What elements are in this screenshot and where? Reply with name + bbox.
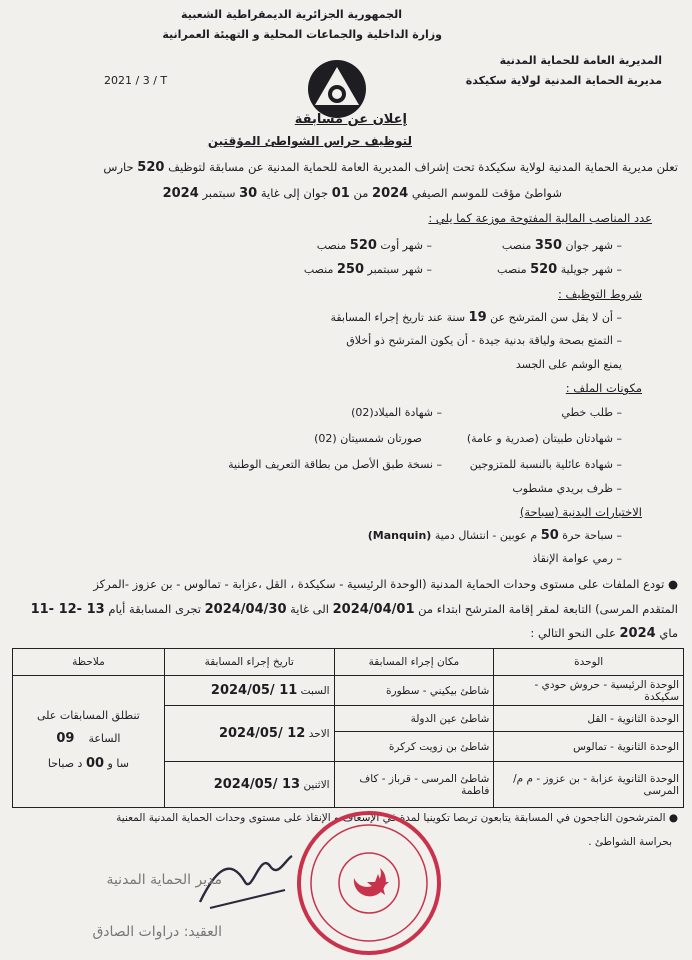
condition-health: – التمتع بصحة ولياقة بدنية جيدة - أن يكون المترشح ذو أخلاق xyxy=(346,334,622,347)
signatory-name: العقيد: دراوات الصادق xyxy=(92,924,222,940)
test-swim-text: سباحة حرة xyxy=(562,529,613,542)
note-line-3 xyxy=(17,752,160,777)
note-minutes: 00 xyxy=(85,755,105,771)
condition-health-text: التمتع بصحة ولياقة بدنية جيدة - أن يكون المترشح ذو أخلاق xyxy=(346,334,613,347)
file-item-medical: – شهادتان طبيتان (صدرية و عامة) xyxy=(466,432,622,445)
test-buoy-text: رمي عوامة الإنقاذ xyxy=(532,552,613,565)
cell-unit: الوحدة الثانوية - القل xyxy=(494,706,684,732)
intro-line-1 xyxy=(103,160,678,176)
cell-date-value: 2024/05/ 12 xyxy=(218,726,306,741)
post-count: 520 xyxy=(530,262,558,277)
header-unit: الوحدة xyxy=(494,649,684,676)
cell-note xyxy=(13,676,165,808)
file-item-family-cert: – شهادة عائلية بالنسبة للمتزوجين xyxy=(469,458,622,471)
deposit-line-3 xyxy=(530,626,678,642)
deposit-text: تودع الملفات على مستوى وحدات الحماية المدنية (الوحدة الرئيسية - سكيكدة ، القل ،عزابة - تمالوس - بن عزوز -المركز xyxy=(93,577,665,591)
deposit-text-2: المتقدم المرسى) التابعة لمقر إقامة المترشح ابتداء من xyxy=(418,602,678,616)
file-item-envelope: – ظرف بريدي مشطوب xyxy=(512,482,622,495)
cell-date-value: 2024/05/ 13 xyxy=(213,777,301,792)
signatory-title: مدير الحماية المدنية xyxy=(106,872,222,888)
intro-from: من xyxy=(353,186,369,200)
tests-heading: الاختبارات البدنية (سباحة) xyxy=(519,505,642,519)
deposit-date-from: 2024/04/01 xyxy=(332,602,415,617)
file-item-text: طلب خطي xyxy=(561,406,613,419)
file-item-photos xyxy=(314,432,422,445)
intro-season: شواطئ مؤقت للموسم الصيفي xyxy=(411,186,562,200)
cell-unit: الوحدة الثانوية - تمالوس xyxy=(494,732,684,762)
intro-until: جوان إلى غاية xyxy=(260,186,329,200)
ministry-heading: وزارة الداخلية والجماعات المحلية و التهيئة العمرانية xyxy=(162,28,442,41)
civil-protection-emblem-icon xyxy=(306,58,368,120)
note-hour: 09 xyxy=(56,731,75,747)
post-label: شهر سبتمبر xyxy=(367,263,423,276)
post-item-september: – شهر سبتمبر 250 منصب xyxy=(303,262,432,277)
condition-age-text: أن لا يقل سن المترشح عن xyxy=(490,311,613,324)
schedule-table xyxy=(12,648,684,808)
post-unit: منصب xyxy=(497,263,527,276)
file-item-text: شهادتان طبيتان (صدرية و عامة) xyxy=(466,432,613,445)
republic-heading: الجمهورية الجزائرية الديمقراطية الشعبية xyxy=(181,8,402,21)
intro-month: سبتمبر xyxy=(202,186,236,200)
date-stamp: 2021 / 3 / T xyxy=(104,74,168,87)
announcement-title: إعلان عن مسابقة xyxy=(294,112,407,127)
deposit-exam-days: 11- 12- 13 xyxy=(30,602,105,617)
announcement-subtitle: لتوظيف حراس الشواطئ المؤقتين xyxy=(207,134,412,148)
cell-date xyxy=(164,762,334,808)
cell-place: شاطئ عين الدولة xyxy=(334,706,494,732)
post-item-july: – شهر جويلية 520 منصب xyxy=(497,262,622,277)
deposit-line-1: ● تودع الملفات على مستوى وحدات الحماية المدنية (الوحدة الرئيسية - سكيكدة ، القل ،عزابة - تمالوس - بن عزوز -المركز xyxy=(93,577,678,591)
cell-day: الاحد xyxy=(308,728,330,740)
intro-day-1: 01 xyxy=(331,186,350,201)
post-count: 350 xyxy=(534,238,563,253)
intro-guard-word: حارس xyxy=(103,160,134,174)
deposit-exam-days-label: تجرى المسابقة أيام xyxy=(108,602,201,616)
deposit-year: 2024 xyxy=(619,626,656,641)
condition-age: – أن لا يقل سن المترشح عن 19 سنة عند تاريخ إجراء المسابقة xyxy=(330,310,622,325)
official-stamp-icon xyxy=(294,808,444,958)
post-unit: منصب xyxy=(316,239,347,252)
test-swimming: – سباحة حرة 50 م عوبين - انتشال دمية (Manquin) xyxy=(367,528,622,543)
condition-tattoo: يمنع الوشم على الجسد xyxy=(515,358,622,371)
intro-year: 2024 xyxy=(372,186,409,201)
header-note: ملاحظة xyxy=(13,649,165,676)
post-item-june: – شهر جوان 350 منصب xyxy=(501,238,622,253)
post-label: شهر جويلية xyxy=(560,263,613,276)
cell-unit: الوحدة الرئيسية - حروش حودي - سكيكدة xyxy=(494,676,684,706)
deposit-line-2 xyxy=(31,602,678,618)
condition-age-post: سنة عند تاريخ إجراء المسابقة xyxy=(330,311,466,324)
intro-line-2 xyxy=(163,186,562,202)
post-item-august: – شهر أوت 520 منصب xyxy=(316,238,432,253)
cell-date-value: 2024/05/ 11 xyxy=(210,683,298,698)
header-date: تاريخ إجراء المسابقة xyxy=(164,649,334,676)
post-label: شهر أوت xyxy=(380,239,423,252)
table-row xyxy=(13,676,684,706)
deposit-until: الى غاية xyxy=(290,602,329,616)
directorate-local: مديرية الحماية المدنية لولاية سكيكدة xyxy=(465,74,662,87)
condition-age-number: 19 xyxy=(468,310,487,325)
file-item-text: نسخة طبق الأصل من بطاقة التعريف الوطنية xyxy=(228,458,433,471)
table-header-row xyxy=(13,649,684,676)
test-manikin: (Manquin) xyxy=(367,529,432,542)
cell-day: السبت xyxy=(300,685,330,697)
deposit-date-to: 2024/04/30 xyxy=(204,602,287,617)
intro-guards-count: 520 xyxy=(137,160,165,175)
intro-year-2: 2024 xyxy=(162,186,199,201)
cell-date xyxy=(164,706,334,762)
test-buoy: – رمي عوامة الإنقاذ xyxy=(532,552,622,565)
footer-note-line-2: بحراسة الشواطئ . xyxy=(588,836,672,848)
cell-unit: الوحدة الثانوية عزابة - بن عزوز - م م/المرسى xyxy=(494,762,684,808)
note-hour-label: الساعة xyxy=(88,732,121,746)
conditions-heading: شروط التوظيف : xyxy=(558,287,642,301)
file-item-text: شهادة عائلية بالنسبة للمتزوجين xyxy=(469,458,613,471)
intro-day-2: 30 xyxy=(239,186,258,201)
footer-note-text: المترشحون الناجحون في المسابقة يتابعون تربصا تكوينيا لمدة في الإسعاف و الإنقاذ على مستوى وحدات الحماية المدنية المعنية xyxy=(116,812,666,824)
directorate-general: المديرية العامة للحماية المدنية xyxy=(499,54,662,67)
intro-text: تعلن مديرية الحماية المدنية لولاية سكيكدة تحت إشراف المديرية العامة للحماية المدنية عن مسابقة لتوظيف xyxy=(168,160,678,174)
deposit-as-follows: على النحو التالي : xyxy=(530,626,616,640)
note-line-1: تنطلق المسابقات على xyxy=(36,709,140,723)
post-count: 520 xyxy=(349,238,377,253)
cell-place: شاطئ المرسى - قرباز - كاف فاطمة xyxy=(334,762,494,808)
file-heading: مكونات الملف : xyxy=(565,381,642,395)
footer-note-line-1: ● المترشحون الناجحون في المسابقة يتابعون تربصا تكوينيا لمدة في الإسعاف و الإنقاذ على مستوى وحدات الحماية المدنية المعنية xyxy=(116,812,678,824)
test-swim-distance: 50 xyxy=(540,528,559,543)
file-item-request: – طلب خطي xyxy=(561,406,622,419)
note-and: سا و xyxy=(107,756,129,770)
deposit-month: ماي xyxy=(659,626,678,640)
file-item-birth-cert: – شهادة الميلاد(02) xyxy=(351,406,442,419)
note-morning: د صباحا xyxy=(47,756,83,770)
header-place: مكان إجراء المسابقة xyxy=(334,649,494,676)
posts-heading: عدد المناصب المالية المفتوحة موزعة كما يلي : xyxy=(428,211,652,225)
file-item-text: صورتان شمسيتان (02) xyxy=(314,432,422,445)
post-label: شهر جوان xyxy=(565,239,613,252)
note-line-2 xyxy=(17,727,160,752)
cell-place: شاطئ بيكيني - سطورة xyxy=(334,676,494,706)
post-count: 250 xyxy=(336,262,365,277)
test-swim-mid: م عوبين - انتشال دمية xyxy=(434,529,538,542)
post-unit: منصب xyxy=(303,263,334,276)
file-item-id-copy: – نسخة طبق الأصل من بطاقة التعريف الوطنية xyxy=(228,458,442,471)
cell-date xyxy=(164,676,334,706)
cell-day: الاثنين xyxy=(303,779,330,791)
file-item-text: ظرف بريدي مشطوب xyxy=(512,482,613,495)
file-item-text: شهادة الميلاد(02) xyxy=(351,406,433,419)
cell-place: شاطئ بن زويت كركرة xyxy=(334,732,494,762)
post-unit: منصب xyxy=(501,239,532,252)
